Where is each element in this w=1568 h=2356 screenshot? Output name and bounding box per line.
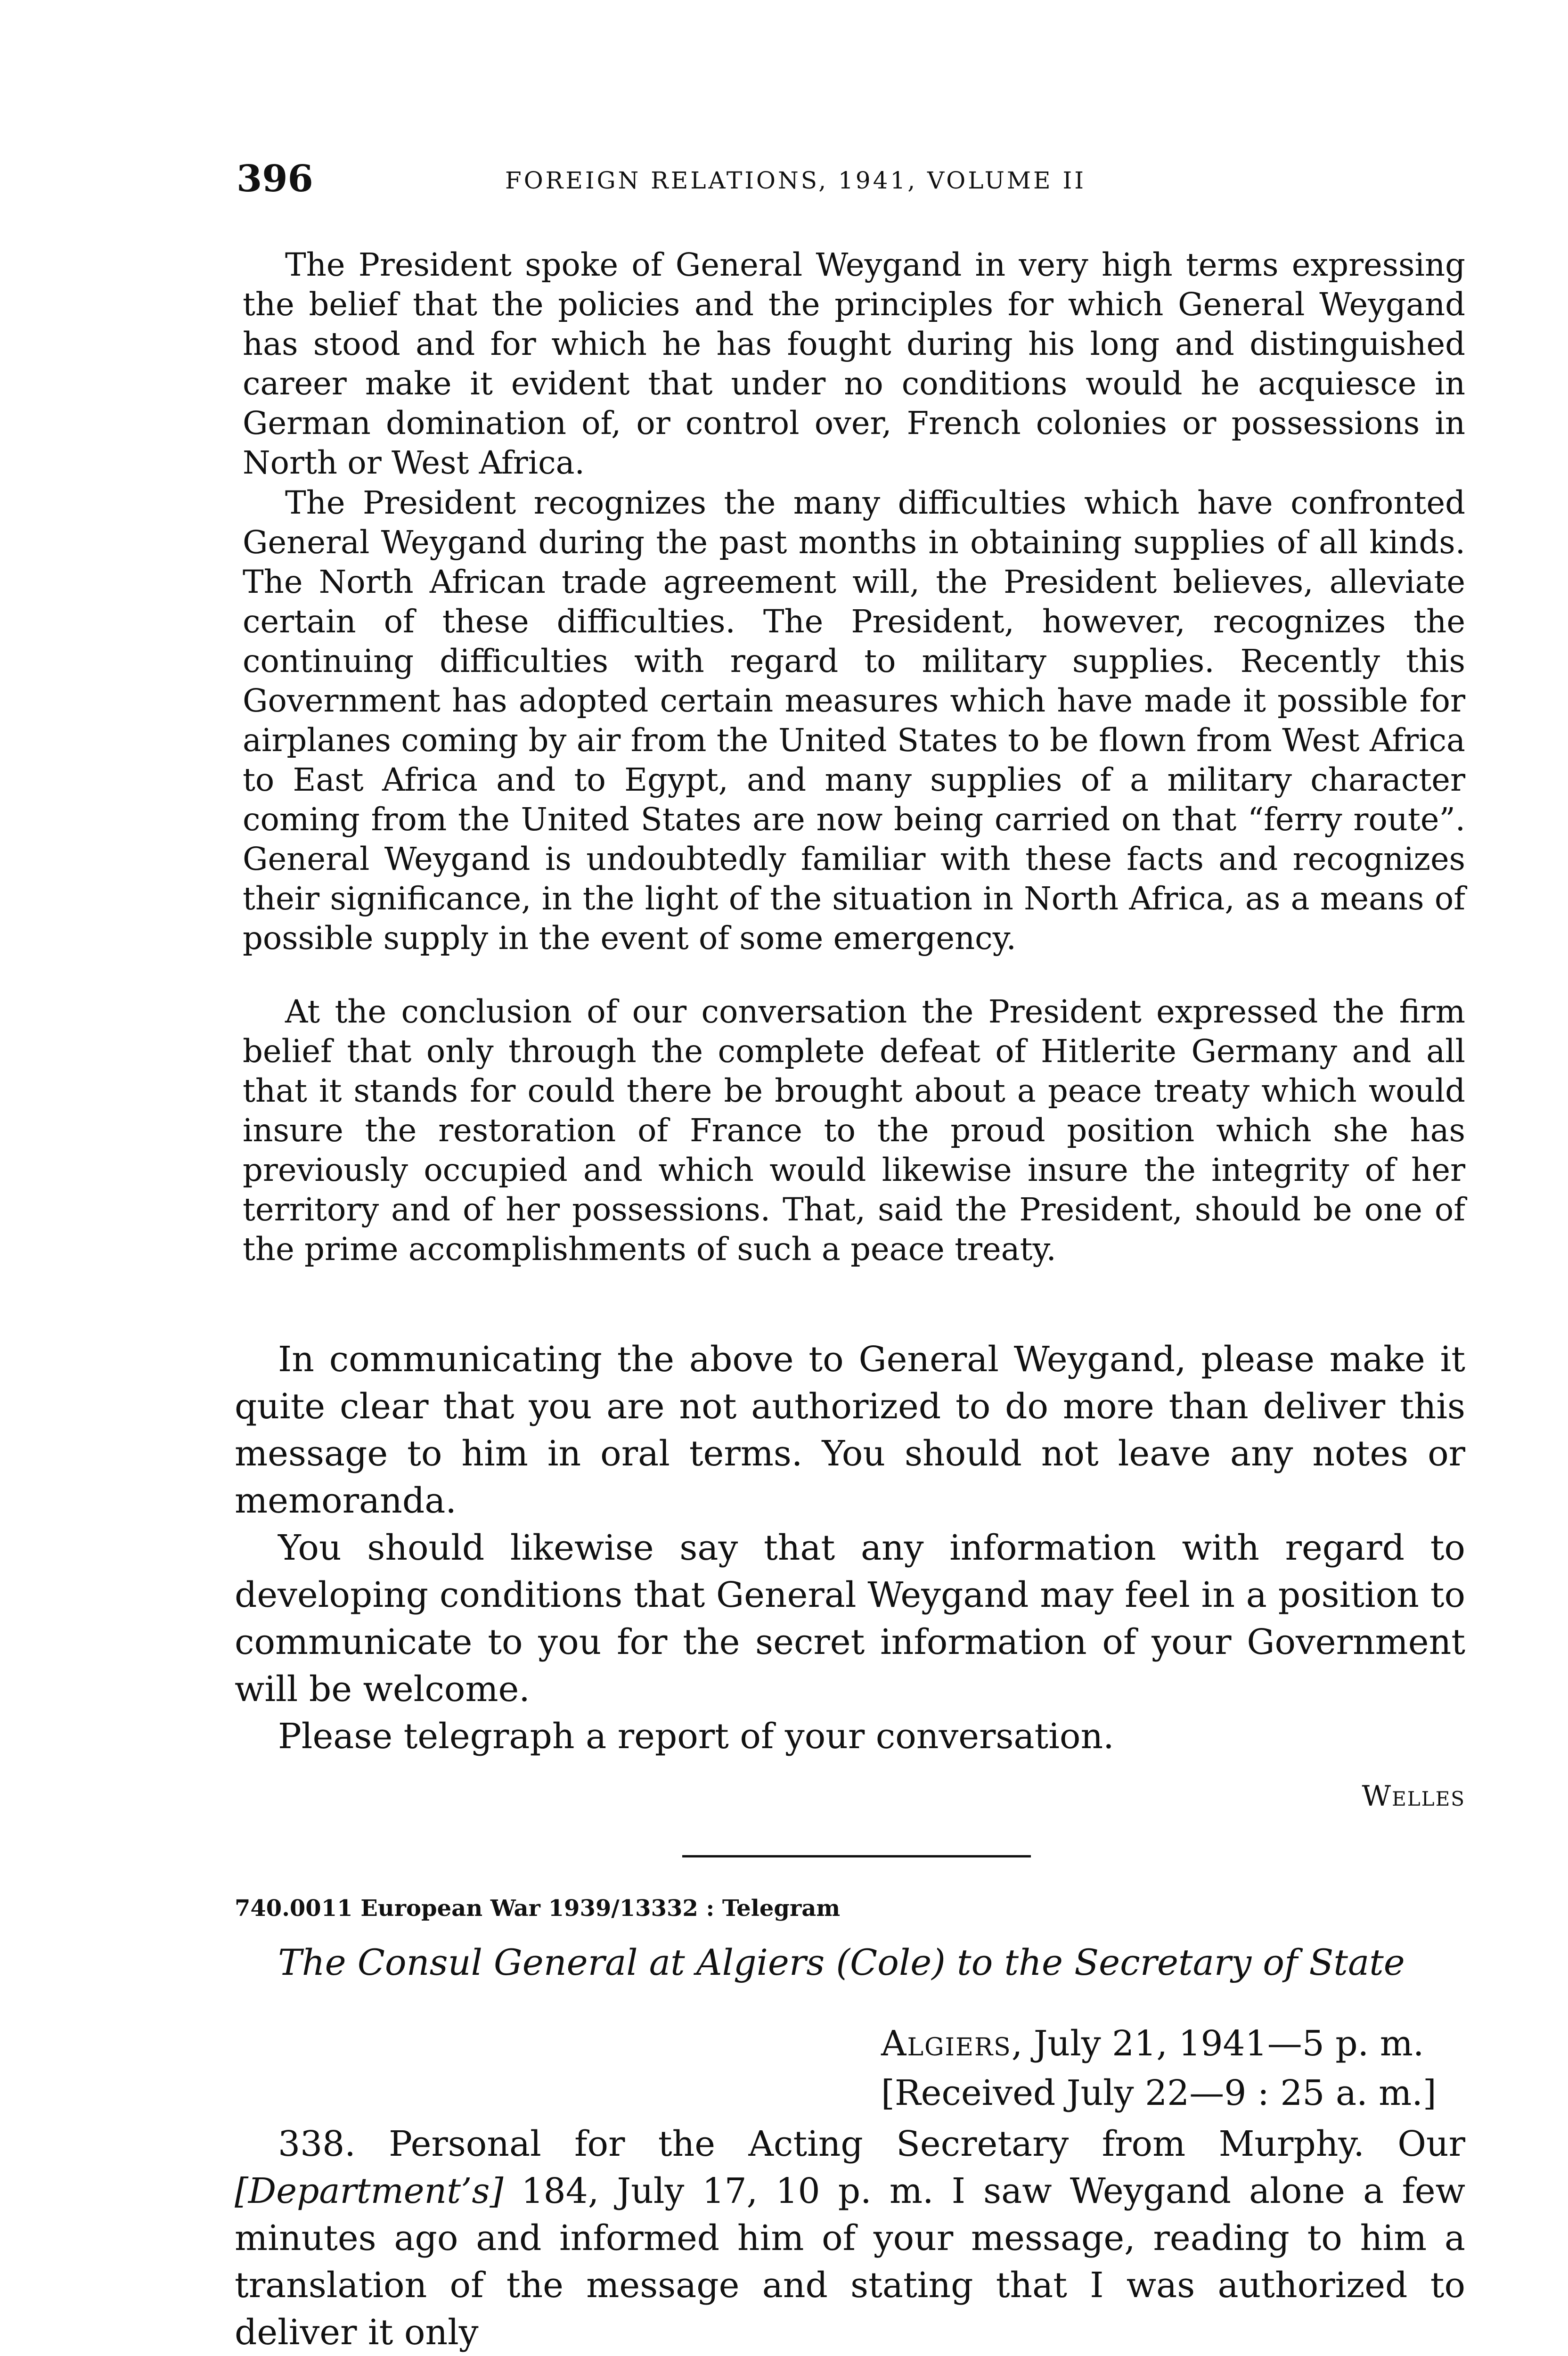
- dateline-received: [Received July 22—9 : 25 a. m.]: [881, 2073, 1437, 2113]
- telegram-paragraph: [235, 2120, 1465, 2356]
- dateline-sent: [881, 2019, 1465, 2069]
- page-number: 396: [237, 157, 313, 200]
- dateline-date: , July 21, 1941—5 p. m.: [1011, 2023, 1424, 2064]
- dateline-place: Algiers: [881, 2023, 1012, 2064]
- document-heading: The Consul General at Algiers (Cole) to the Secretary of State: [278, 1941, 1405, 1983]
- signature: [1249, 1773, 1465, 1820]
- telegram-reference: [Department’s]: [235, 2171, 504, 2211]
- body-paragraph: The President recognizes the many difficulties which have confronted General Weygand during the past months in obtaining supplies of all kinds. The North African trade agreement will, the President believes, alleviate certain of these difficulties. The President, however, recognizes the continuing difficulties with regard to military supplies. Recently this Government has adopted certain measures which have made it possible for airplanes coming by air from the United States to be flown from West Africa to East Africa and to Egypt, and many supplies of a military character coming from the United States are now being carried on that “ferry route”. General Weygand is undoubtedly familiar with these facts and recognizes their significance, in the light of the situation in North Africa, as a means of possible supply in the event of some emergency.: [243, 484, 1465, 957]
- dateline: [881, 2019, 1465, 2118]
- running-title: FOREIGN RELATIONS, 1941, VOLUME II: [505, 167, 1086, 194]
- signature-name: Welles: [1362, 1780, 1465, 1813]
- telegram-text-rest: 184, July 17, 10 p. m. I saw Weygand alone a few minutes ago and informed him of your message, reading to him a translation of the message and stating that I was authorized to deliver it only: [235, 2171, 1465, 2353]
- body-paragraph: You should likewise say that any information with regard to developing conditions that General Weygand may feel in a position to communicate to you for the secret information of your Government will be welcome.: [235, 1528, 1465, 1710]
- file-reference: 740.0011 European War 1939/13332 : Telegram: [235, 1895, 841, 1922]
- body-paragraph: At the conclusion of our conversation the President expressed the firm belief that only through the complete defeat of Hitlerite Germany and all that it stands for could there be brought about a peace treaty which would insure the restoration of France to the proud position which she has previously occupied and which would likewise insure the integrity of her territory and of her possessions. That, said the President, should be one of the prime accomplishments of such a peace treaty.: [243, 993, 1465, 1268]
- body-paragraph: Please telegraph a report of your conversation.: [278, 1716, 1114, 1757]
- telegram-text-start: 338. Personal for the Acting Secretary from Murphy. Our: [278, 2124, 1465, 2164]
- body-paragraph: In communicating the above to General Weygand, please make it quite clear that you are not authorized to do more than deliver this message to him in oral terms. You should not leave any notes or memoranda.: [235, 1339, 1465, 1521]
- body-paragraph: The President spoke of General Weygand in very high terms expressing the belief that the policies and the principles for which General Weygand has stood and for which he has fought during his long and distinguished career make it evident that under no conditions would he acquiesce in German domination of, or control over, French colonies or possessions in North or West Africa.: [243, 246, 1465, 481]
- section-divider: [682, 1855, 1031, 1857]
- running-head: [237, 153, 1471, 205]
